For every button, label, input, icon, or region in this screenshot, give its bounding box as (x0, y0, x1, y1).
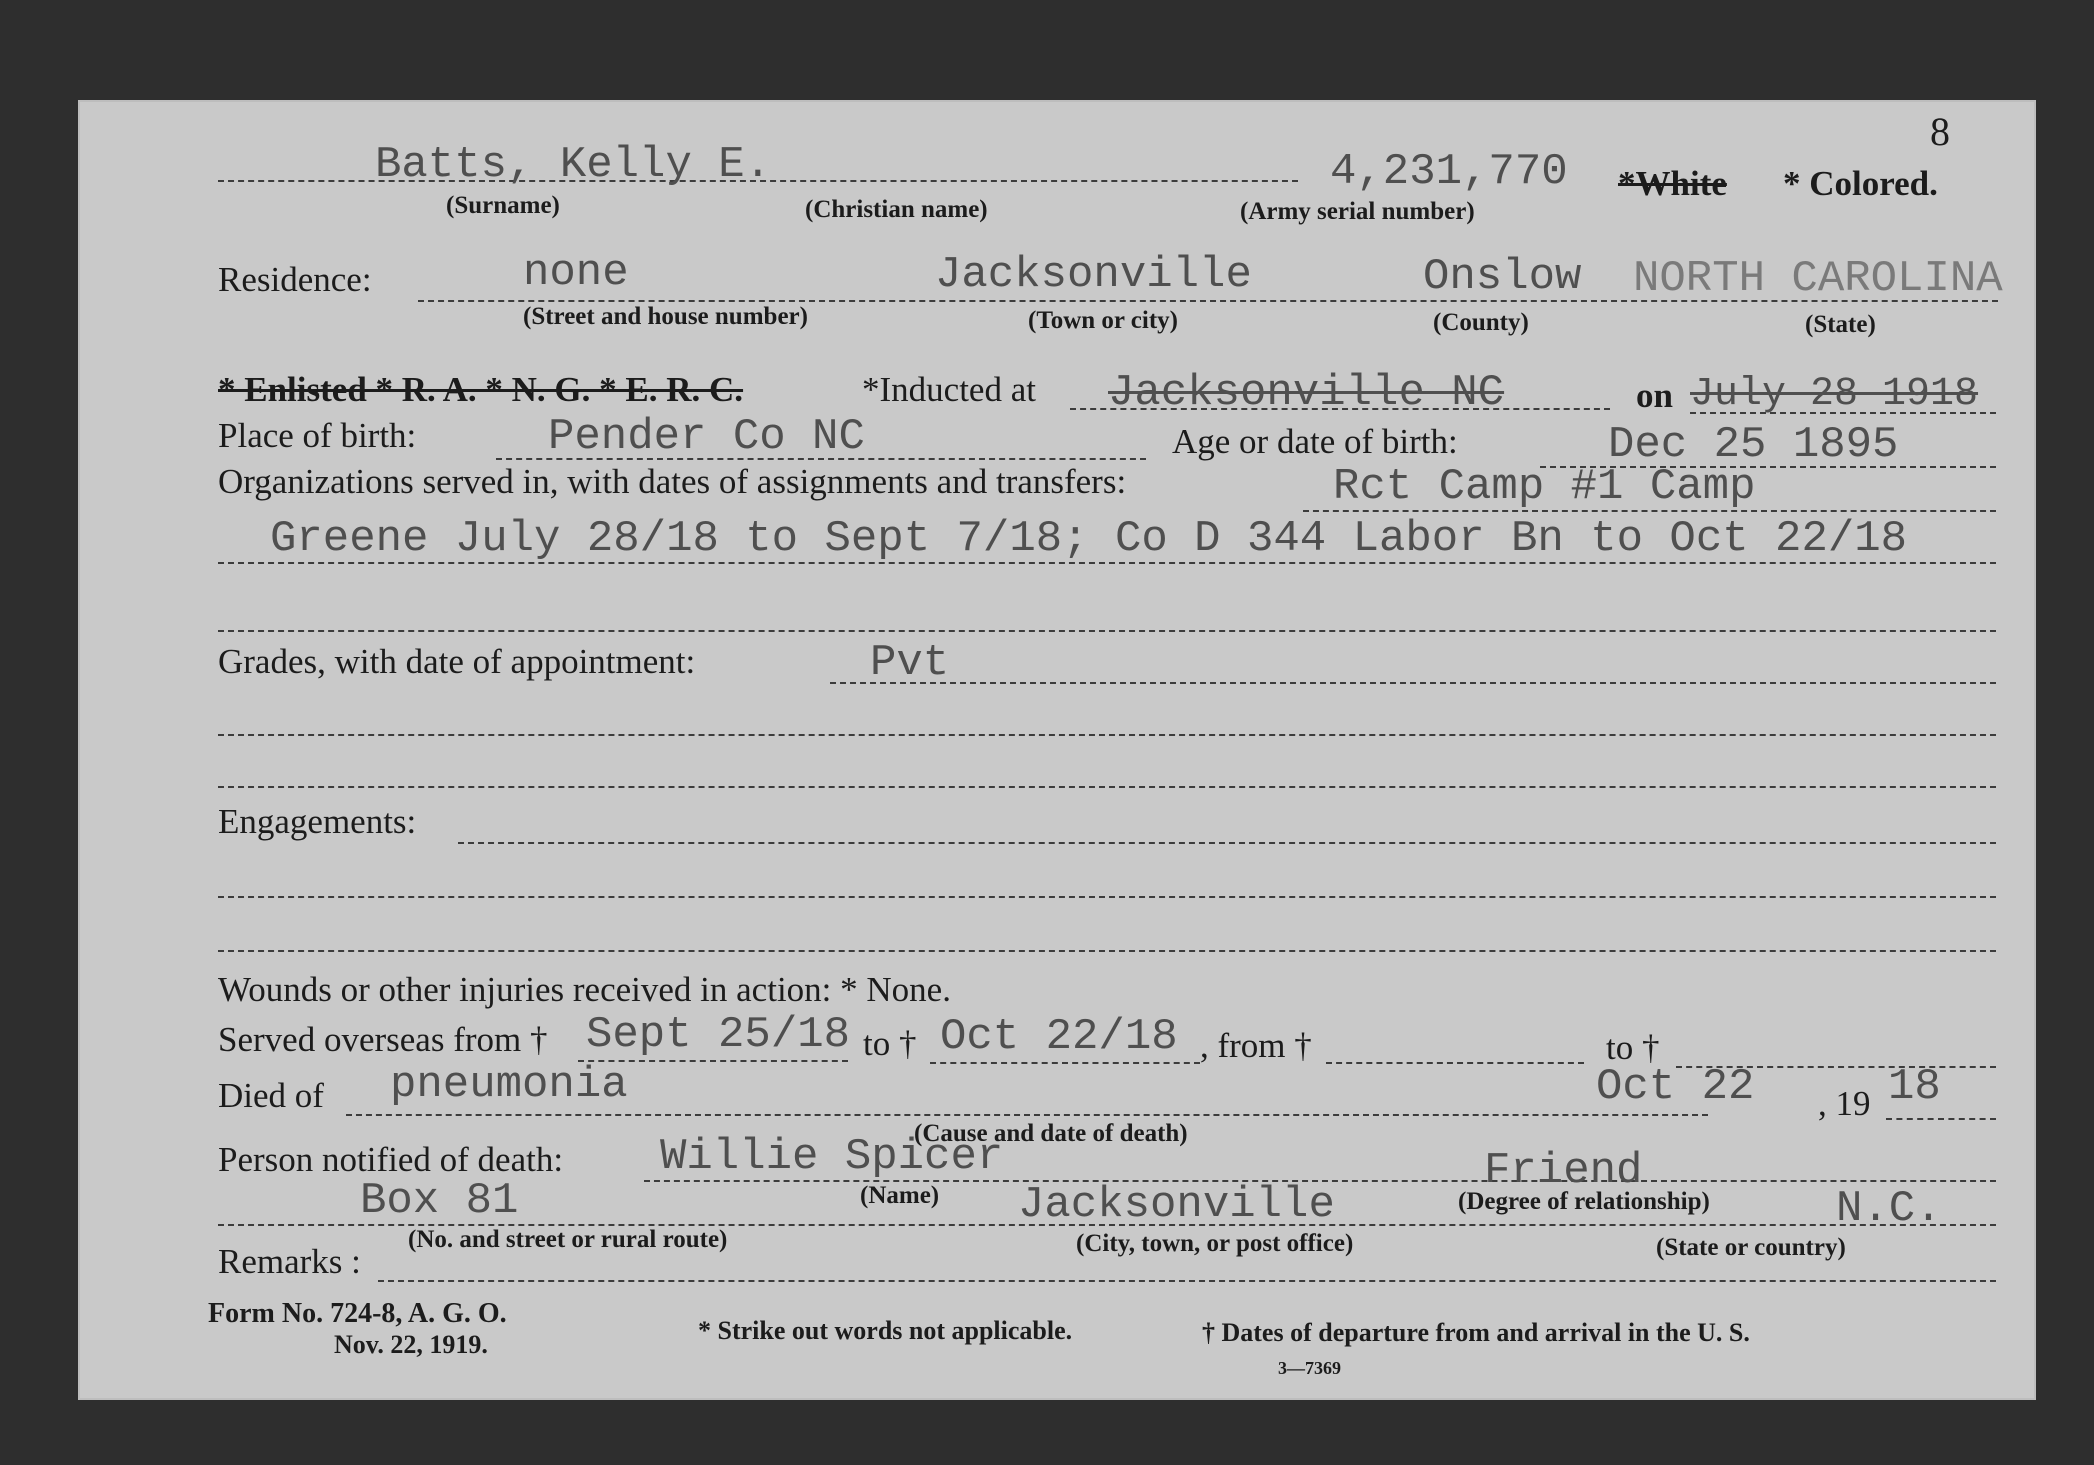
grades-line-1 (830, 682, 1996, 684)
organizations-line-3 (218, 630, 1996, 632)
residence-county: Onslow (1423, 252, 1582, 302)
year-line (1886, 1118, 1996, 1120)
caption-surname: (Surname) (446, 192, 560, 219)
serial-number: 4,231,770 (1330, 147, 1568, 197)
overseas-from: Sept 25/18 (586, 1010, 851, 1060)
residence-label: Residence: (218, 260, 372, 299)
caption-christian-name: (Christian name) (805, 196, 988, 223)
form-number: Form No. 724-8, A. G. O. (208, 1298, 507, 1329)
caption-cause: (Cause and date of death) (914, 1120, 1188, 1147)
on-label: on (1636, 376, 1673, 415)
relationship: Friend (1484, 1146, 1643, 1196)
organizations-line-1-text: Rct Camp #1 Camp (1333, 462, 1756, 512)
caption-degree: (Degree of relationship) (1458, 1188, 1710, 1215)
overseas-to: Oct 22/18 (940, 1012, 1178, 1062)
to-label-2: to † (1606, 1028, 1660, 1067)
birth-place: Pender Co NC (548, 412, 865, 462)
address: Box 81 (360, 1176, 519, 1226)
overseas-to-label: to † (863, 1024, 917, 1063)
caption-serial: (Army serial number) (1240, 198, 1475, 225)
race-colored: * Colored. (1783, 164, 1938, 203)
strike-note: * Strike out words not applicable. (698, 1316, 1073, 1345)
residence-state: NORTH CAROLINA (1633, 254, 2003, 304)
caption-county: (County) (1433, 309, 1529, 336)
age-label: Age or date of birth: (1172, 422, 1458, 461)
engagements-line-2 (218, 896, 1996, 898)
inducted-date: July 28 1918 (1690, 372, 1979, 417)
race-white: *White (1618, 164, 1727, 203)
overseas-to-line (930, 1062, 1200, 1064)
grades-label: Grades, with date of appointment: (218, 642, 696, 681)
organizations-line-2-text: Greene July 28/18 to Sept 7/18; Co D 344 Labor Bn to Oct 22/18 (270, 514, 1908, 564)
print-code: 3—7369 (1278, 1358, 1341, 1378)
form-date: Nov. 22, 1919. (334, 1330, 488, 1359)
engagements-line-1 (458, 842, 1996, 844)
remarks-line (378, 1280, 1996, 1282)
grades-line-2 (218, 734, 1996, 736)
surname-given-name: Batts, Kelly E. (375, 140, 772, 190)
from-line-2 (1326, 1062, 1584, 1064)
engagements-line-3 (218, 950, 1996, 952)
died-date: Oct 22 (1596, 1062, 1755, 1112)
from-label-2: , from † (1200, 1026, 1312, 1065)
wounds-label: Wounds or other injuries received in action: * None. (218, 970, 951, 1009)
overseas-label: Served overseas from † (218, 1020, 548, 1059)
service-record-card (78, 100, 2036, 1400)
notified-name: Willie Spicer (660, 1132, 1004, 1182)
grade: Pvt (870, 638, 950, 688)
caption-name: (Name) (860, 1182, 940, 1209)
caption-state: (State) (1805, 311, 1876, 338)
notified-label: Person notified of death: (218, 1140, 564, 1179)
caption-town: (Town or city) (1028, 307, 1178, 334)
died-cause: pneumonia (390, 1060, 628, 1110)
caption-address: (No. and street or rural route) (408, 1226, 728, 1253)
engagements-label: Engagements: (218, 802, 417, 841)
dates-note: † Dates of departure from and arrival in the U. S. (1202, 1318, 1750, 1347)
birth-place-label: Place of birth: (218, 416, 417, 455)
inducted-label: *Inducted at (862, 370, 1036, 409)
card-number: 8 (1930, 109, 1950, 154)
died-line (346, 1114, 1708, 1116)
year-suffix: 18 (1888, 1062, 1941, 1112)
inducted-place: Jacksonville NC (1108, 368, 1505, 418)
caption-state-country: (State or country) (1656, 1234, 1846, 1261)
grades-line-3 (218, 786, 1996, 788)
birth-date: Dec 25 1895 (1608, 420, 1899, 470)
died-label: Died of (218, 1076, 324, 1115)
year-prefix: , 19 (1818, 1084, 1871, 1123)
caption-city: (City, town, or post office) (1076, 1230, 1354, 1257)
remarks-label: Remarks : (218, 1242, 361, 1281)
caption-street: (Street and house number) (523, 303, 808, 330)
residence-street: none (523, 248, 629, 298)
residence-town: Jacksonville (935, 250, 1252, 300)
organizations-label: Organizations served in, with dates of assignments and transfers: (218, 462, 1127, 501)
enlisted-label: * Enlisted * R. A. * N. G. * E. R. C. (218, 370, 744, 409)
city: Jacksonville (1018, 1180, 1335, 1230)
state: N.C. (1836, 1184, 1942, 1234)
